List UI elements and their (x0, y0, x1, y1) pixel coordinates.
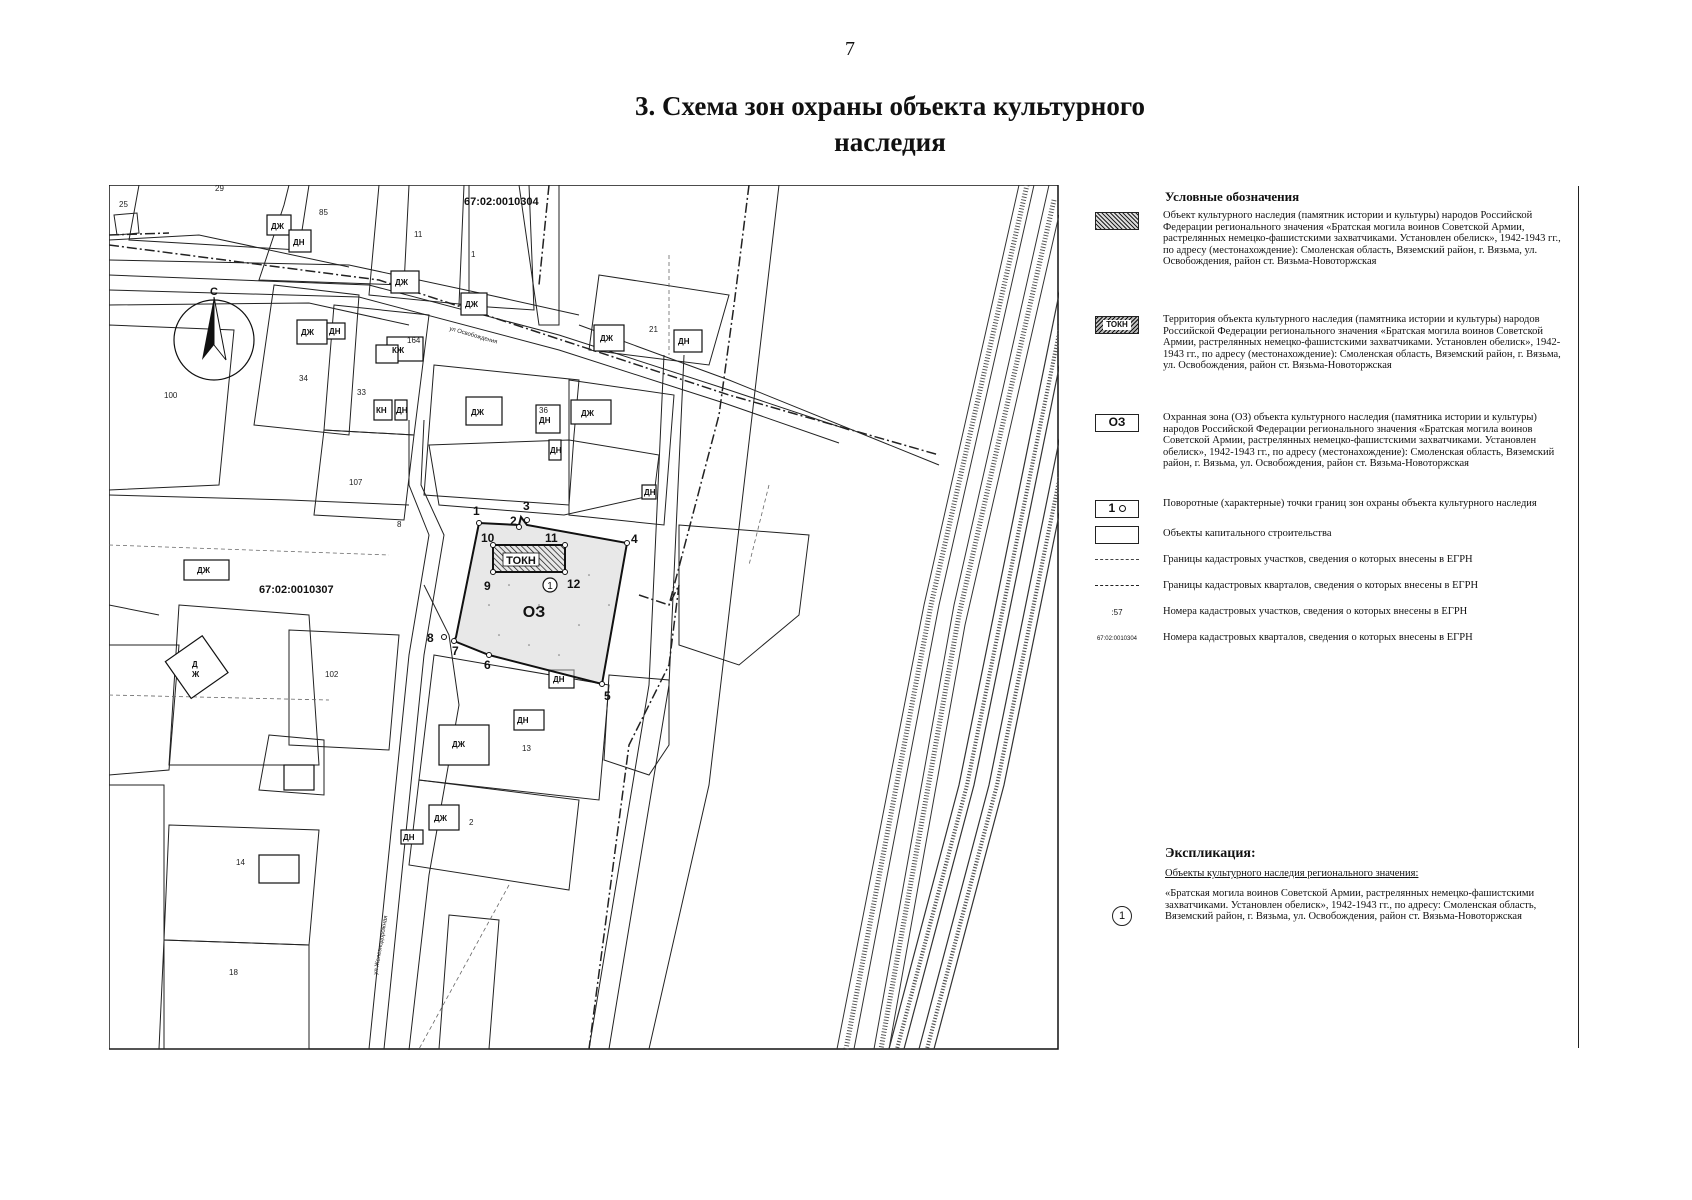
parcel-29: 29 (215, 185, 224, 193)
building-label-dn: ДН (517, 716, 529, 725)
explication-heading: Экспликация: (1165, 846, 1256, 861)
quarter-number-0010307: 67:02:0010307 (259, 584, 334, 596)
parcel-21: 21 (649, 325, 658, 334)
territory-label: ТОКН (506, 555, 536, 567)
page-title-line-1: 3. Схема зон охраны объекта культурного (635, 91, 1145, 121)
parcel-25: 25 (119, 200, 128, 209)
legend-text: Охранная зона (ОЗ) объекта культурного наследия (памятника истории и культуры) народов Российской Федерации регионального значения «Братская могила воинов Советской Армии, растрелянных немецко-фашистскими захватчиками. Установлен обелиск», 1942-1943 гг., по адресу (местонахождение): Смоленская область, Вяземский район, г. Вязьма, ул. Освобождения, район ст. Вязьма-Новоторжская (1163, 412, 1555, 469)
building-label-dzh: ДЖ (452, 740, 465, 749)
building-label-dn: ДН (539, 416, 551, 425)
building-label-dzh: ДЖ (301, 328, 314, 337)
zone-label: ОЗ (522, 604, 546, 621)
legend-text: Номера кадастровых кварталов, сведения о которых внесены в ЕГРН (1163, 632, 1473, 643)
territory-okn (493, 545, 565, 572)
street-label-zheleznodorozhnaya: ул Железнодорожная (373, 915, 390, 976)
point-label-11: 11 (545, 531, 558, 545)
building-label-dzh: ДЖ (197, 566, 210, 575)
building-label-dzh: ДЖ (581, 409, 594, 418)
building-label-zh: Ж (192, 670, 200, 679)
parcel-boundary-symbol (1095, 559, 1139, 560)
explication-text: «Братская могила воинов Советской Армии, растрелянных немецко-фашистскими захватчиками. Установлен обелиск», 1942-1943 гг., по адресу: Смоленская область, Вяземский район, г. Вязьма, ул. Освобождения, район ст. Вязьма-Новоторжская (1165, 888, 1537, 922)
building-label-dzh: ДЖ (434, 814, 447, 823)
heritage-zone-map (109, 185, 1059, 1050)
turning-point-symbol-number: 1 (1108, 501, 1116, 515)
parcel-33: 33 (357, 388, 366, 397)
parcel-85: 85 (319, 208, 328, 217)
point-label-12: 12 (567, 577, 581, 591)
building-label-dn: ДН (553, 675, 565, 684)
building-label-kn: КН (376, 406, 387, 415)
page-title (480, 88, 1300, 160)
point-label-7: 7 (452, 644, 459, 658)
building-label-dzh: ДЖ (395, 278, 408, 287)
parcel-36: 36 (539, 406, 548, 415)
building-label-dn: ДН (403, 833, 415, 842)
legend-right-rule (1578, 186, 1579, 1048)
parcel-100: 100 (164, 391, 178, 400)
parcel-8: 8 (397, 520, 402, 529)
page-number: 7 (845, 38, 855, 60)
legend-text: Поворотные (характерные) точки границ зон охраны объекта культурного наследия (1163, 498, 1537, 509)
territory-symbol (1095, 316, 1139, 334)
legend-text: Территория объекта культурного наследия (памятника истории и культуры) народов Российской Федерации регионального значения «Братская могила воинов Советской Армии, растрелянных немецко-фашистскими захватчиками. Установлен обелиск», 1942-1943 гг., по адресу (местонахождение): Смоленская область, Вяземский район, г. Вязьма, ул. Освобождения, район ст. Вязьма-Новоторжская (1163, 314, 1561, 371)
building-label-dzh: ДЖ (471, 408, 484, 417)
quarter-boundary-symbol (1095, 585, 1139, 586)
legend-text: Объект культурного наследия (памятник истории и культуры) народов Российской Федерации регионального значения «Братская могила воинов Советской Армии, растрелянных немецко-фашистскими захватчиками. Установлен обелиск», 1942-1943 гг., по адресу (местонахождение): Смоленская область, Вяземский район, г. Вязьма, ул. Освобождения, район ст. Вязьма-Новоторжская (1163, 210, 1561, 267)
point-label-6: 6 (484, 658, 491, 672)
explication-marker: 1 (1112, 906, 1132, 926)
building-label-dzh: ДЖ (465, 300, 478, 309)
territory-symbol-label: ТОКН (1103, 320, 1131, 330)
legend-text: Объекты капитального строительства (1163, 528, 1332, 539)
parcel-34: 34 (299, 374, 308, 383)
parcel-1: 1 (471, 250, 476, 259)
parcel-164: 164 (407, 336, 421, 345)
building-symbol (1095, 526, 1139, 544)
compass-north-label: С (210, 286, 218, 298)
building-label-dn: ДН (644, 488, 656, 497)
quarter-number-symbol: 67:02:0010304 (1096, 636, 1138, 642)
legend-heading: Условные обозначения (1165, 189, 1300, 204)
building-label-dn: ДН (396, 406, 408, 415)
explication-subheading: Объекты культурного наследия регионального значения: (1165, 868, 1419, 879)
parcel-number-symbol: :57 (1111, 608, 1123, 617)
point-label-2: 2 (510, 514, 517, 528)
building-label-dzh: ДЖ (271, 222, 284, 231)
parcel-13: 13 (522, 744, 531, 753)
point-label-10: 10 (481, 531, 495, 545)
point-dot-icon (1119, 505, 1126, 512)
protection-zone-symbol: ОЗ (1095, 414, 1139, 432)
building-label-dn: ДН (550, 446, 562, 455)
legend-text: Границы кадастровых участков, сведения о которых внесены в ЕГРН (1163, 554, 1473, 565)
point-label-4: 4 (631, 532, 638, 546)
point-label-5: 5 (604, 689, 611, 703)
legend-text: Номера кадастровых участков, сведения о которых внесены в ЕГРН (1163, 606, 1468, 617)
legend-text: Границы кадастровых кварталов, сведения о которых внесены в ЕГРН (1163, 580, 1479, 591)
page-title-line-2: наследия (834, 127, 946, 157)
parcel-18: 18 (229, 968, 238, 977)
point-label-9: 9 (484, 579, 491, 593)
quarter-number-0010304: 67:02:0010304 (464, 196, 539, 208)
parcel-2: 2 (469, 818, 474, 827)
street-label-osvobozhdeniya: ул Освобождения (448, 326, 498, 346)
parcel-102: 102 (325, 670, 339, 679)
parcel-14: 14 (236, 858, 245, 867)
parcel-107: 107 (349, 478, 363, 487)
turning-point-symbol (1095, 500, 1139, 518)
building-label-dzh: ДЖ (600, 334, 613, 343)
building-label-kzh: КЖ (392, 346, 405, 355)
point-label-3: 3 (523, 499, 530, 513)
object-marker-number: 1 (547, 581, 553, 592)
parcel-11: 11 (414, 230, 423, 239)
point-label-1: 1 (473, 504, 480, 518)
building-label-dn: ДН (678, 337, 690, 346)
point-label-8: 8 (427, 631, 434, 645)
building-label-dn: ДН (329, 327, 341, 336)
building-label-dn: ДН (293, 238, 305, 247)
building-label-d: Д (192, 660, 198, 669)
heritage-object-symbol (1095, 212, 1139, 230)
